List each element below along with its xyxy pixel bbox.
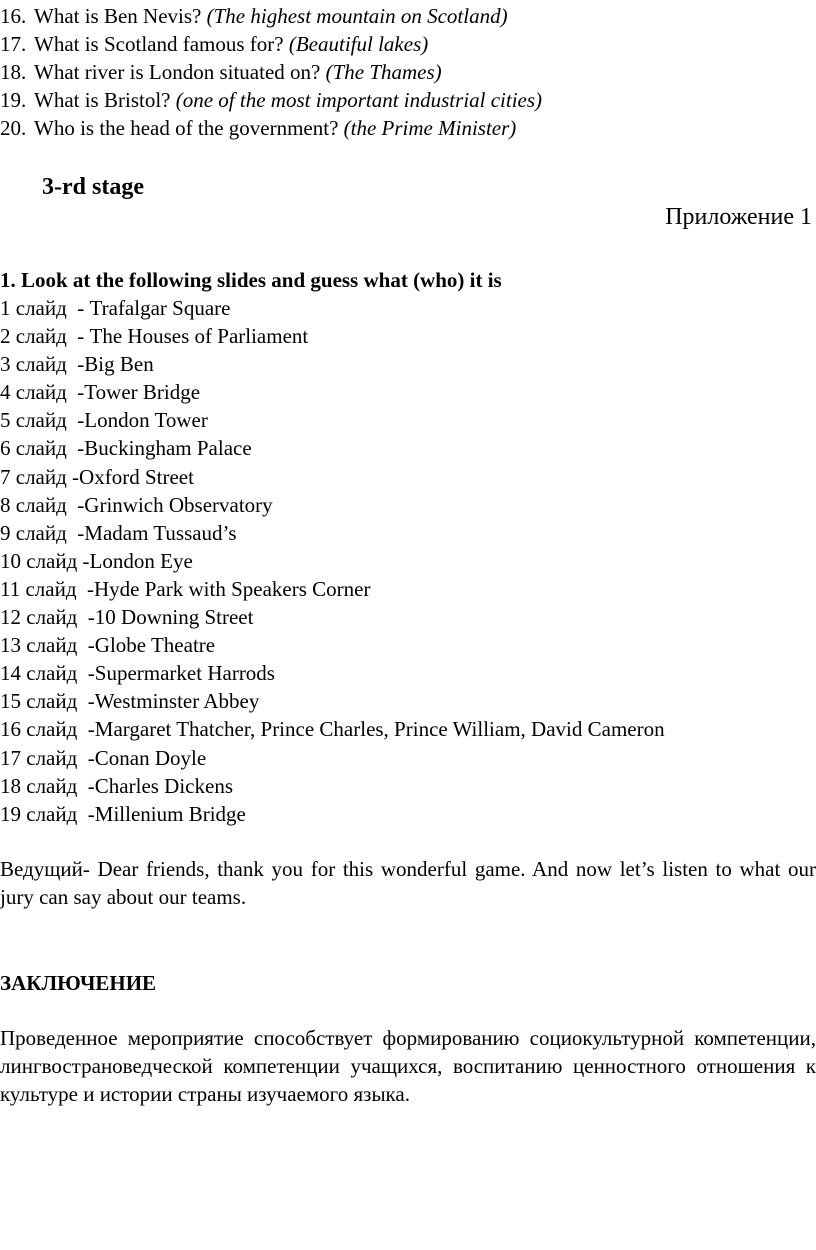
slide-item: 4 слайд -Tower Bridge [0, 380, 201, 405]
qa-question: Who is the head of the government? [34, 116, 344, 140]
qa-answer: (The highest mountain on Scotland) [206, 4, 508, 28]
qa-number: 16. [0, 4, 27, 28]
slide-item: 15 слайд -Westminster Abbey [0, 689, 260, 714]
qa-answer: (The Thames) [325, 60, 442, 84]
host-speech-paragraph: Ведущий- Dear friends, thank you for this wonderful game. And now let’s listen to what our jury can say about our teams. [0, 857, 816, 909]
slide-item: 9 слайд -Madam Tussaud’s [0, 520, 237, 545]
slide-item: 6 слайд -Buckingham Palace [0, 436, 252, 461]
qa-number: 17. [0, 32, 27, 56]
slide-item: 19 слайд -Millenium Bridge [0, 801, 246, 826]
slide-item: 12 слайд -10 Downing Street [0, 605, 254, 630]
appendix-label: Приложение 1 [665, 204, 812, 230]
slide-item: 3 слайд -Big Ben [0, 352, 154, 377]
qa-number: 19. [0, 88, 27, 112]
qa-question: What is Scotland famous for? [34, 32, 289, 56]
slide-item: 7 слайд -Oxford Street [0, 464, 194, 489]
qa-item-18 [0, 58, 816, 86]
qa-item-17 [0, 30, 816, 58]
qa-question: What river is London situated on? [34, 60, 326, 84]
slide-item: 13 слайд -Globe Theatre [0, 633, 216, 658]
qa-answer: (Beautiful lakes) [288, 32, 429, 56]
slide-item: 17 слайд -Conan Doyle [0, 745, 207, 770]
qa-question: What is Ben Nevis? [34, 4, 207, 28]
qa-item-19 [0, 86, 816, 114]
qa-question: What is Bristol? [34, 88, 176, 112]
conclusion-heading: ЗАКЛЮЧЕНИЕ [0, 971, 157, 995]
qa-number: 18. [0, 60, 27, 84]
question-answer-list [0, 2, 816, 142]
slides-list [0, 294, 816, 828]
stage-heading: 3-rd stage [42, 174, 144, 200]
slide-item: 16 слайд -Margaret Thatcher, Prince Charles, Prince William, David Cameron [0, 717, 665, 742]
slide-item: 11 слайд -Hyde Park with Speakers Corner [0, 576, 371, 601]
qa-item-20 [0, 114, 816, 142]
qa-answer: (the Prime Minister) [343, 116, 517, 140]
slide-item: 5 слайд -London Tower [0, 408, 208, 433]
slide-item: 2 слайд - The Houses of Parliament [0, 324, 309, 349]
conclusion-paragraph: Проведенное мероприятие способствует формированию социокультурной компетенции, лингвострановедческой компетенции учащихся, воспитанию ценностного отношения к культуре и истории страны изучаемого языка. [0, 1026, 816, 1106]
slide-item: 18 слайд -Charles Dickens [0, 773, 233, 798]
slides-task-heading: 1. Look at the following slides and guess what (who) it is [0, 268, 502, 292]
qa-item-16 [0, 2, 816, 30]
slide-item: 1 слайд - Trafalgar Square [0, 296, 231, 320]
slide-item: 14 слайд -Supermarket Harrods [0, 661, 275, 686]
qa-number: 20. [0, 116, 27, 140]
slide-item: 8 слайд -Grinwich Observatory [0, 492, 273, 517]
qa-answer: (one of the most important industrial cities) [175, 88, 543, 112]
slide-item: 10 слайд -London Eye [0, 548, 193, 573]
